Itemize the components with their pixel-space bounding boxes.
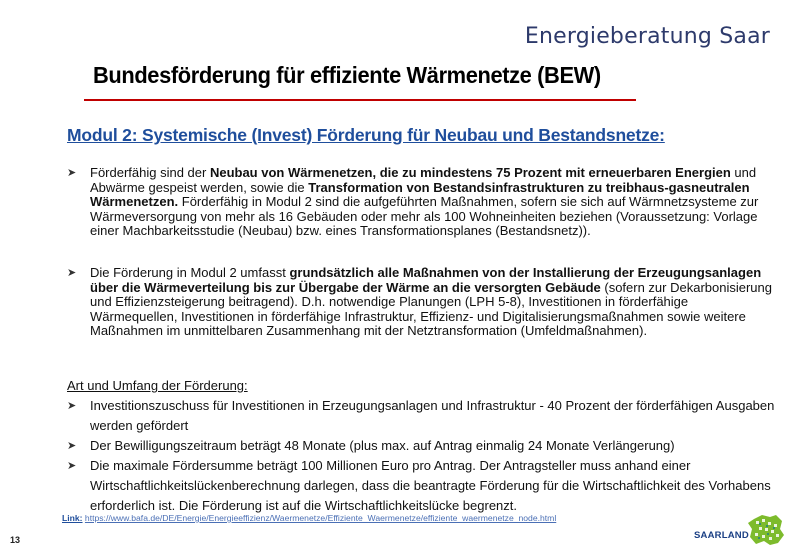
link-url[interactable]: https://www.bafa.de/DE/Energie/Energieeffizienz/Waermenetze/Effiziente_Waermenetze/effiziente_waermenetze_node.html xyxy=(84,513,557,523)
saarland-logo-text: SAARLAND xyxy=(694,530,749,541)
source-link xyxy=(62,513,556,523)
list-item xyxy=(67,396,775,436)
text-run: Förderfähig sind der xyxy=(90,165,210,180)
list-item xyxy=(67,166,775,239)
list-item xyxy=(67,436,775,456)
text-run: und Abwärme gespeist werden, sowie die xyxy=(90,165,757,195)
text-run: Die Förderung in Modul 2 umfasst xyxy=(90,265,290,280)
arrow-bullet-icon: ➤ xyxy=(67,400,77,412)
bullet-block-1 xyxy=(67,166,775,239)
modul-heading: Modul 2: Systemische (Invest) Förderung für Neubau und Bestandsnetze: xyxy=(67,125,665,145)
bold-run: Neubau von Wärmenetzen, die zu mindestens 75 Prozent mit erneuerbaren Energien xyxy=(209,165,731,180)
bold-run: Transformation von Bestandsinfrastrukturen zu treibhaus-gasneutralen Wärmenetzen. xyxy=(90,179,750,210)
list-item xyxy=(67,266,775,339)
arrow-bullet-icon: ➤ xyxy=(67,440,77,452)
page-number: 13 xyxy=(10,535,21,545)
text-run: (sofern zur Dekarbonisierung und Effizienzsteigerung beitragend). D.h. notwendige Planungen (LPH 5-8), Investitionen in förderfähige Wärmequellen, Investitionen in förderfähige Infrastruktur, Effizienz- und Digitalisierungsmaßnahmen sowie weitere Maßnahmen im unmittelbaren Zusammenhang mit der Netztransformation (Umfeldmaßnahmen). xyxy=(90,279,772,339)
list-item-text: Die maximale Fördersumme beträgt 100 Millionen Euro pro Antrag. Der Antragsteller muss anhand einer Wirtschaftlichkeitslückenberechnung darlegen, dass die beantragte Förderung für die Wirtschaftlichkeit des Vorhabens erforderlich ist. Die Förderung ist auf die Wirtschaftlichkeitslücke begrenzt. xyxy=(90,458,771,513)
list-item xyxy=(67,456,775,516)
art-heading: Art und Umfang der Förderung: xyxy=(67,378,248,393)
list-item-text: Der Bewilligungszeitraum beträgt 48 Monate (plus max. auf Antrag einmalig 24 Monate Verlängerung) xyxy=(90,438,675,453)
bold-run: grundsätzlich alle Maßnahmen von der Installierung der Erzeugungsanlagen über die Wärmeverteilung bis zur Übergabe der Wärme an die versorgten Gebäude xyxy=(90,265,762,295)
list-item-text: Investitionszuschuss für Investitionen in Erzeugungsanlagen und Infrastruktur - 40 Prozent der förderfähigen Ausgaben werden gefördert xyxy=(90,398,775,433)
link-label: Link: xyxy=(62,513,83,523)
arrow-bullet-icon: ➤ xyxy=(67,267,77,279)
bullet-block-2 xyxy=(67,266,775,339)
art-list xyxy=(67,396,775,516)
saarland-map-logo xyxy=(746,513,786,547)
page-title: Bundesförderung für effiziente Wärmenetze (BEW) xyxy=(93,62,601,88)
arrow-bullet-icon: ➤ xyxy=(67,460,77,472)
brand-logo-text: Energieberatung Saar xyxy=(524,24,770,49)
arrow-bullet-icon: ➤ xyxy=(67,167,77,179)
title-divider xyxy=(84,99,636,101)
text-run: Förderfähig in Modul 2 sind die aufgeführten Maßnahmen, sofern sie sich auf Wärmnetzsysteme zur Wärmeversorgung von mehr als 16 Gebäuden oder mehr als 100 Wohneinheiten beziehen (Voraussetzung: Vorlage einer Machbarkeitsstudie (Neubau) bzw. eines Transformationsplanes (Bestandsnetz)). xyxy=(90,194,759,239)
